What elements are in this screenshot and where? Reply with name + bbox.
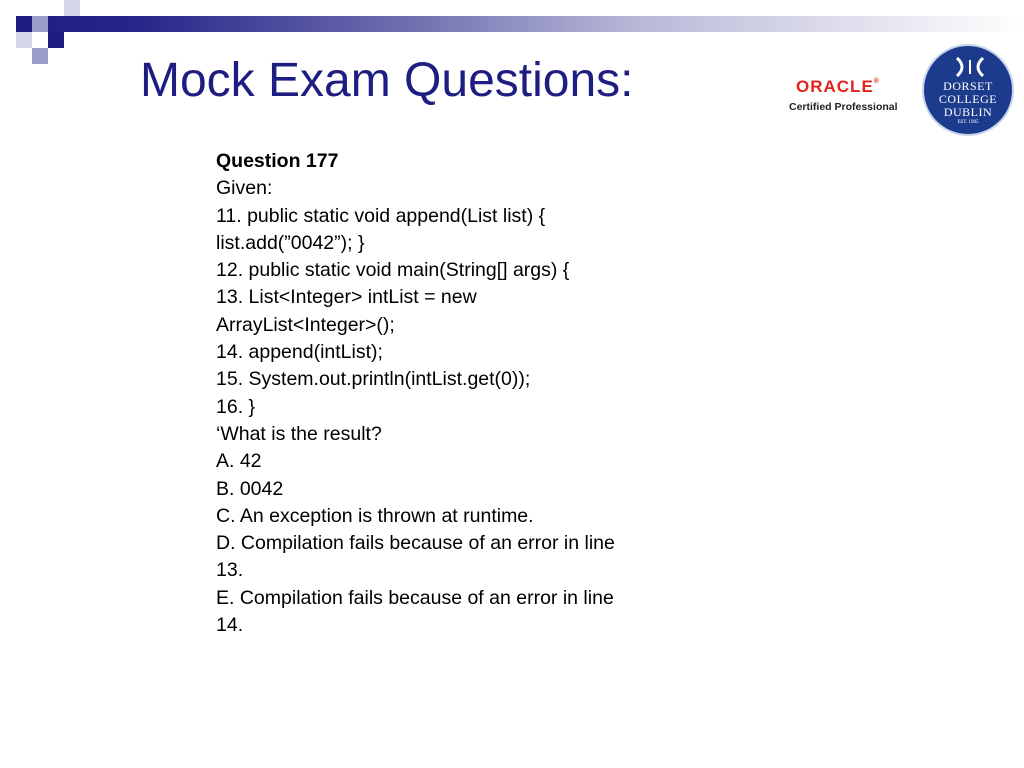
dorset-line-3: DUBLIN: [943, 105, 993, 119]
header-gradient-bar: [16, 16, 1024, 32]
dorset-line-2: COLLEGE: [938, 92, 998, 106]
question-block: [216, 148, 696, 639]
answer-option-d: D. Compilation fails because of an error in line: [216, 532, 615, 555]
question-line: 15. System.out.println(intList.get(0));: [216, 368, 531, 391]
answer-option-c: C. An exception is thrown at runtime.: [216, 504, 534, 527]
dorset-line-1: DORSET: [943, 79, 993, 93]
answer-option-e-cont: 14.: [216, 614, 244, 637]
oracle-subtitle: Certified Professional: [789, 101, 898, 113]
question-line: ArrayList<Integer>();: [216, 313, 395, 336]
answer-option-d-cont: 13.: [216, 559, 244, 582]
question-line: list.add(”0042”); }: [216, 231, 365, 254]
slide-title: Mock Exam Questions:: [140, 54, 634, 107]
decor-square: [48, 0, 64, 16]
decor-square: [32, 16, 48, 32]
decor-square: [16, 16, 32, 32]
question-prompt: ‘What is the result?: [216, 422, 382, 445]
question-line: 13. List<Integer> intList = new: [216, 286, 477, 309]
question-line: 16. }: [216, 395, 256, 418]
dorset-college-logo: [922, 44, 1014, 136]
dorset-est: EST. 1985: [957, 120, 979, 125]
answer-option-b: B. 0042: [216, 477, 284, 500]
oracle-certified-logo: ORACLE® Certified Professional: [789, 77, 898, 113]
oracle-wordmark: ORACLE: [796, 77, 874, 96]
question-line: Given:: [216, 177, 273, 200]
decor-square: [32, 48, 48, 64]
answer-option-a: A. 42: [216, 450, 262, 473]
decor-square: [48, 32, 64, 48]
question-heading: Question 177: [216, 150, 339, 172]
answer-option-e: E. Compilation fails because of an error in line: [216, 586, 614, 609]
decor-square: [64, 0, 80, 16]
question-line: 14. append(intList);: [216, 341, 383, 364]
question-line: 12. public static void main(String[] args) {: [216, 259, 570, 282]
decor-square: [16, 32, 32, 48]
dorset-emblem-icon: [955, 56, 985, 78]
question-line: 11. public static void append(List list) {: [216, 204, 546, 227]
